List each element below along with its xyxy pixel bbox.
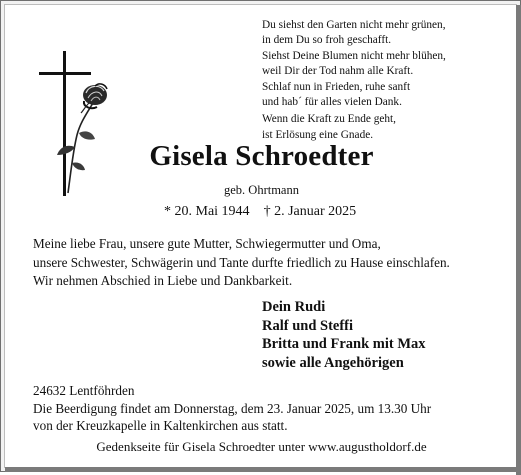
mourner: Dein Rudi xyxy=(262,299,326,315)
poem-line: Du siehst den Garten nicht mehr grünen, xyxy=(262,19,446,31)
poem-line: und hab´ für alles vielen Dank. xyxy=(262,96,402,109)
intro-line: Meine liebe Frau, unsere gute Mutter, Schwiegermutter und Oma, xyxy=(33,236,381,251)
birth-date: * 20. Mai 1944 xyxy=(164,204,250,219)
mourners-list xyxy=(262,298,426,372)
address: 24632 Lentföhrden xyxy=(33,383,135,398)
poem-line: Schlaf nun in Frieden, ruhe sanft xyxy=(262,80,411,93)
poem-line: ist Erlösung eine Gnade. xyxy=(262,128,374,141)
deceased-name: Gisela Schroedter xyxy=(149,140,374,172)
mourner: Britta und Frank mit Max xyxy=(262,336,426,352)
poem-line: in dem Du so froh geschafft. xyxy=(262,34,392,47)
funeral-line: von der Kreuzkapelle in Kaltenkirchen aus statt. xyxy=(33,418,288,433)
poem-line: weil Dir der Tod nahm alle Kraft. xyxy=(262,65,414,78)
death-date: † 2. Januar 2025 xyxy=(263,204,357,219)
mourner: Ralf und Steffi xyxy=(262,317,354,334)
memorial-page-note: Gedenkseite für Gisela Schroedter unter www.augustholdorf.de xyxy=(96,439,427,454)
funeral-line: Die Beerdigung findet am Donnerstag, dem 23. Januar 2025, um 13.30 Uhr xyxy=(33,400,432,416)
intro-line: unsere Schwester, Schwägerin und Tante durfte friedlich zu Hause einschlafen. xyxy=(33,254,450,270)
poem-line: Siehst Deine Blumen nicht mehr blühen, xyxy=(262,49,446,62)
poem xyxy=(262,18,512,143)
intro-text xyxy=(33,235,503,291)
life-dates xyxy=(164,204,356,220)
cross-with-rose-icon xyxy=(35,51,115,201)
intro-line: Wir nehmen Abschied in Liebe und Dankbarkeit. xyxy=(33,273,293,288)
mourner: sowie alle Angehörigen xyxy=(262,354,404,371)
poem-line: Wenn die Kraft zu Ende geht, xyxy=(262,113,396,126)
birth-name: geb. Ohrtmann xyxy=(224,183,299,197)
funeral-info xyxy=(33,382,513,435)
